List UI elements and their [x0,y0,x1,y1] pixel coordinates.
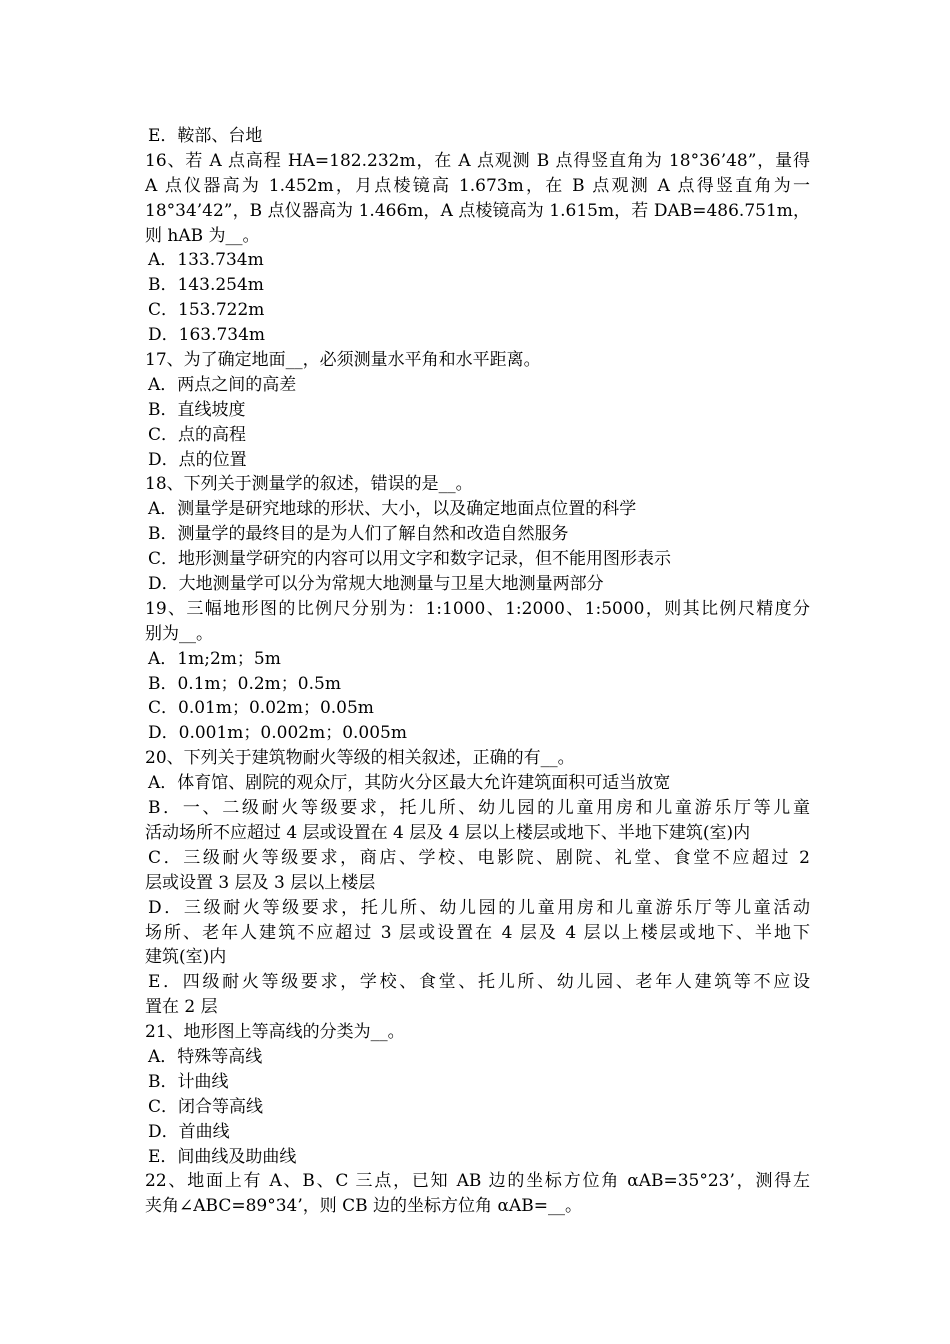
answer-option-line: C．点的高程 [148,424,247,445]
answer-option-line: A．两点之间的高差 [148,374,297,395]
question-text-line: 则 hAB 为__。 [145,225,260,246]
question-text-line: 18°34’42”，B 点仪器高为 1.466m，A 点棱镜高为 1.615m，若 DAB=486.751m， [145,200,810,221]
question-text-line: 22、地面上有 A、B、C 三点，已知 AB 边的坐标方位角 αAB=35°23’，测得左 [145,1171,810,1192]
answer-option-line: E．四级耐火等级要求，学校、食堂、托儿所、幼儿园、老年人建筑等不应设 [148,972,810,993]
answer-option-line: B．一、二级耐火等级要求，托儿所、幼儿园的儿童用房和儿童游乐厅等儿童 [148,798,810,819]
answer-option-line: C．三级耐火等级要求，商店、学校、电影院、剧院、礼堂、食堂不应超过 2 [148,847,810,868]
answer-option-line: C．0.01m；0.02m；0.05m [148,698,374,719]
answer-option-line: B．直线坡度 [148,399,246,420]
answer-option-line: C．闭合等高线 [148,1096,264,1117]
question-text-line: 17、为了确定地面__，必须测量水平角和水平距离。 [145,350,541,371]
question-text-line: A 点仪器高为 1.452m，月点棱镜高 1.673m，在 B 点观测 A 点得竖直角为一 [145,175,810,196]
question-text-line: 夹角∠ABC=89°34’，则 CB 边的坐标方位角 αAB=__。 [145,1196,582,1217]
question-text-line: 活动场所不应超过 4 层或设置在 4 层及 4 层以上楼层或地下、半地下建筑(室)内 [145,822,751,843]
answer-option-line: E．鞍部、台地 [148,126,263,146]
answer-option-line: D．三级耐火等级要求，托儿所、幼儿园的儿童用房和儿童游乐厅等儿童活动 [148,897,810,918]
question-text-line: 21、地形图上等高线的分类为__。 [145,1022,405,1043]
answer-option-line: A．测量学是研究地球的形状、大小，以及确定地面点位置的科学 [148,499,637,520]
answer-option-line: D．163.734m [148,325,266,346]
question-text-line: 20、下列关于建筑物耐火等级的相关叙述，正确的有__。 [145,748,575,769]
answer-option-line: A．体育馆、剧院的观众厅，其防火分区最大允许建筑面积可适当放宽 [148,773,671,794]
answer-option-line: D．点的位置 [148,449,247,470]
question-text-line: 建筑(室)内 [145,947,227,968]
answer-option-line: A．1m;2m；5m [148,648,281,669]
answer-option-line: C．153.722m [148,300,265,321]
answer-option-line: B．计曲线 [148,1071,229,1092]
question-text-line: 别为__。 [145,623,213,644]
question-text-line: 19、三幅地形图的比例尺分别为：1:1000、1:2000、1:5000，则其比例尺精度分 [145,598,810,619]
answer-option-line: D．首曲线 [148,1121,230,1142]
question-text-line: 层或设置 3 层及 3 层以上楼层 [145,872,376,893]
answer-option-line: D．大地测量学可以分为常规大地测量与卫星大地测量两部分 [148,574,604,595]
question-text-line: 置在 2 层 [145,997,218,1018]
answer-option-line: A．特殊等高线 [148,1046,263,1067]
question-text-line: 16、若 A 点高程 HA=182.232m，在 A 点观测 B 点得竖直角为 18°36’48”，量得 [145,150,810,171]
answer-option-line: B．143.254m [148,275,264,296]
answer-option-line: D．0.001m；0.002m；0.005m [148,723,407,744]
answer-option-line: E．间曲线及助曲线 [148,1146,297,1167]
answer-option-line: B．0.1m；0.2m；0.5m [148,673,341,694]
answer-option-line: B．测量学的最终目的是为人们了解自然和改造自然服务 [148,524,569,545]
document-page [145,124,810,1219]
question-text-line: 18、下列关于测量学的叙述，错误的是__。 [145,474,473,495]
question-text-line: 场所、老年人建筑不应超过 3 层或设置在 4 层及 4 层以上楼层或地下、半地下 [145,922,810,943]
answer-option-line: C．地形测量学研究的内容可以用文字和数字记录，但不能用图形表示 [148,549,672,570]
answer-option-line: A．133.734m [148,250,264,271]
